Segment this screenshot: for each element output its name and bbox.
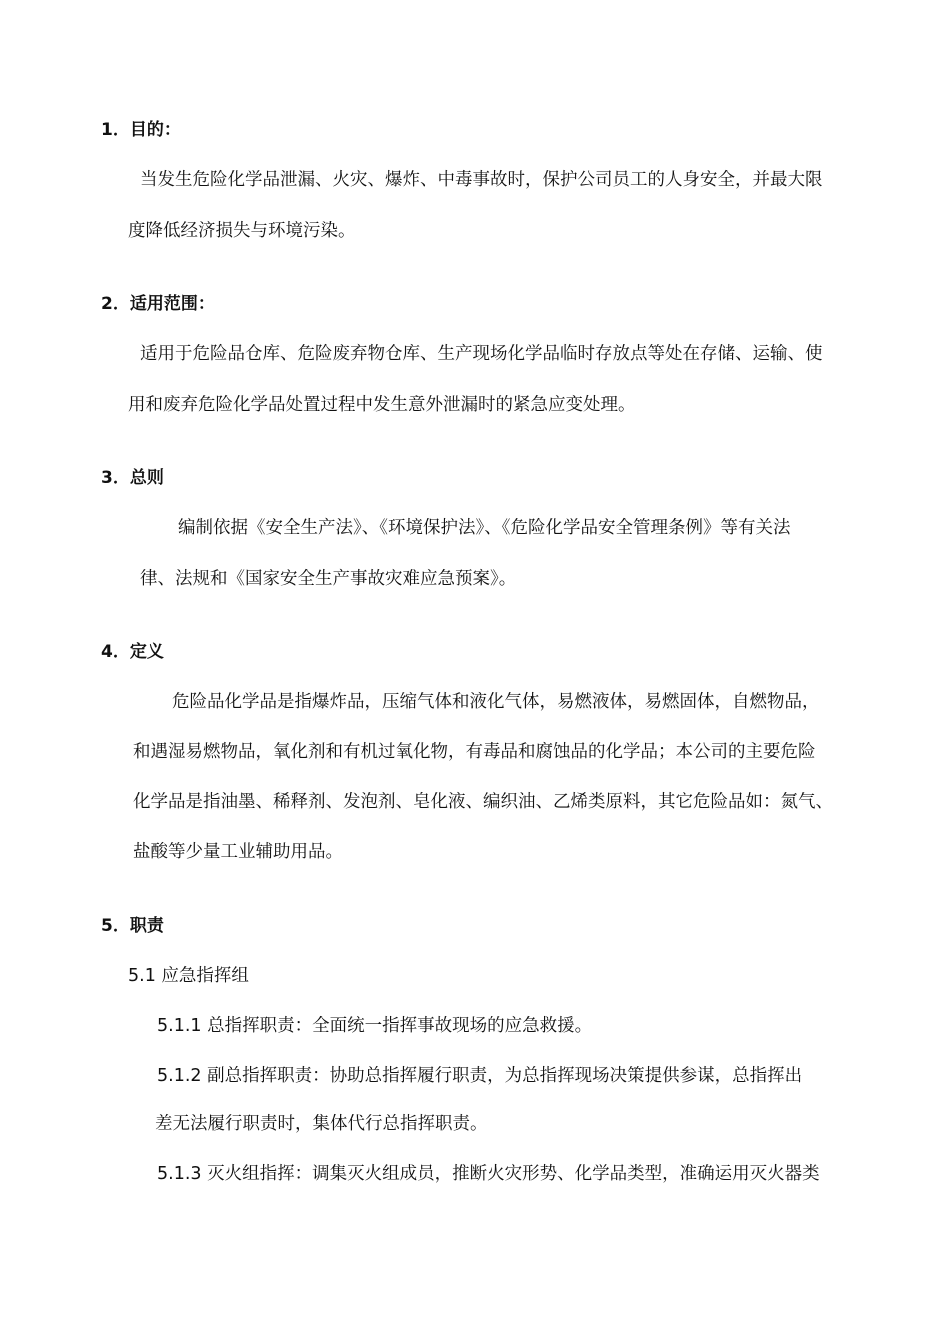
section-4-line-2: 和遇湿易燃物品，氧化剂和有机过氧化物，有毒品和腐蚀品的化学品；本公司的主要危险 bbox=[133, 742, 816, 762]
section-1-line-2: 度降低经济损失与环境污染。 bbox=[128, 221, 356, 241]
section-5-line-2: 5.1.2 副总指挥职责：协助总指挥履行职责，为总指挥现场决策提供参谋，总指挥出 bbox=[157, 1066, 803, 1086]
section-5-line-1: 5.1.1 总指挥职责：全面统一指挥事故现场的应急救援。 bbox=[157, 1016, 593, 1036]
section-5-line-3: 差无法履行职责时，集体代行总指挥职责。 bbox=[155, 1114, 488, 1134]
section-3-heading: 3．总则 bbox=[101, 468, 164, 488]
section-4-heading: 4．定义 bbox=[101, 642, 164, 662]
section-3-line-2: 律、法规和《国家安全生产事故灾难应急预案》。 bbox=[140, 569, 517, 589]
section-1-heading: 1．目的： bbox=[101, 120, 181, 140]
section-5-subheading: 5.1 应急指挥组 bbox=[128, 966, 249, 986]
section-4-line-4: 盐酸等少量工业辅助用品。 bbox=[133, 842, 343, 862]
section-5-line-4: 5.1.3 灭火组指挥：调集灭火组成员，推断火灾形势、化学品类型，准确运用灭火器类 bbox=[157, 1164, 820, 1184]
section-4-line-1: 危险品化学品是指爆炸品，压缩气体和液化气体，易燃液体，易燃固体，自燃物品， bbox=[172, 692, 820, 712]
section-2-line-2: 用和废弃危险化学品处置过程中发生意外泄漏时的紧急应变处理。 bbox=[128, 395, 636, 415]
section-2-heading: 2．适用范围： bbox=[101, 294, 215, 314]
section-1-line-1: 当发生危险化学品泄漏、火灾、爆炸、中毒事故时，保护公司员工的人身安全，并最大限 bbox=[140, 170, 823, 190]
section-4-line-3: 化学品是指油墨、稀释剂、发泡剂、皂化液、编织油、乙烯类原料，其它危险品如：氮气、 bbox=[133, 792, 833, 812]
section-3-line-1: 编制依据《安全生产法》、《环境保护法》、《危险化学品安全管理条例》等有关法 bbox=[178, 518, 791, 538]
section-5-heading: 5．职责 bbox=[101, 916, 164, 936]
section-2-line-1: 适用于危险品仓库、危险废弃物仓库、生产现场化学品临时存放点等处在存储、运输、使 bbox=[140, 344, 823, 364]
